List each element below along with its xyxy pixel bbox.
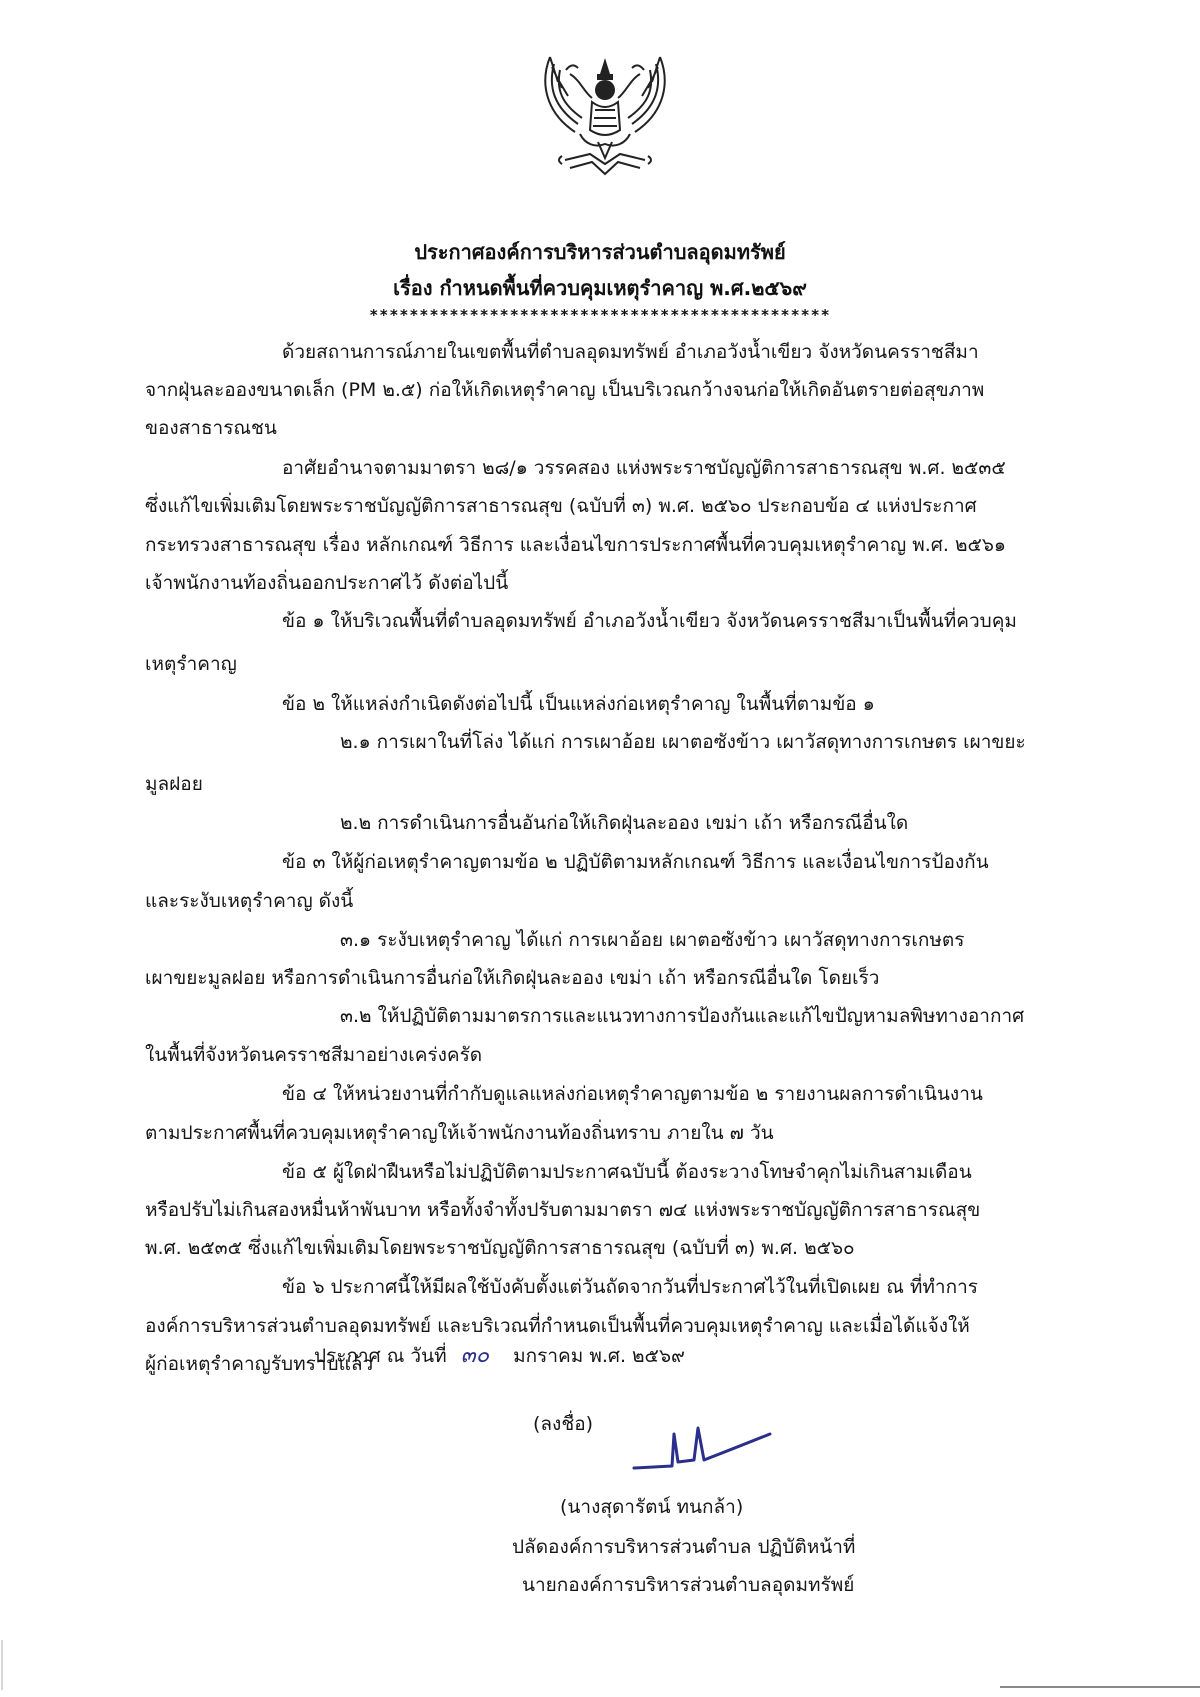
- clause-1: ข้อ ๑ ให้บริเวณพื้นที่ตำบลอุดมทรัพย์ อำเภอวังน้ำเขียว จังหวัดนครราชสีมาเป็นพื้นที่ควบคุม: [282, 610, 1017, 632]
- body-line: กระทรวงสาธารณสุข เรื่อง หลักเกณฑ์ วิธีการ และเงื่อนไขการประกาศพื้นที่ควบคุมเหตุรำคาญ พ.ศ. ๒๕๖๑: [145, 534, 1006, 556]
- body-line: เหตุรำคาญ: [145, 653, 237, 675]
- body-line: และระงับเหตุรำคาญ ดังนี้: [145, 890, 354, 912]
- body-line: พ.ศ. ๒๕๓๕ ซึ่งแก้ไขเพิ่มเติมโดยพระราชบัญญัติการสาธารณสุข (ฉบับที่ ๓) พ.ศ. ๒๕๖๐: [145, 1237, 855, 1259]
- body-line: อาศัยอำนาจตามมาตรา ๒๘/๑ วรรคสอง แห่งพระราชบัญญัติการสาธารณสุข พ.ศ. ๒๕๓๕: [282, 457, 1006, 479]
- body-line: ตามประกาศพื้นที่ควบคุมเหตุรำคาญให้เจ้าพนักงานท้องถิ่นทราบ ภายใน ๗ วัน: [145, 1122, 774, 1144]
- signer-name: (นางสุดารัตน์ ทนกล้า): [560, 1496, 744, 1518]
- separator-line: **********************************************: [369, 306, 831, 324]
- clause-3-1: ๓.๑ ระงับเหตุรำคาญ ได้แก่ การเผาอ้อย เผาตอซังข้าว เผาวัสดุทางการเกษตร: [340, 929, 965, 951]
- date-suffix: มกราคม พ.ศ. ๒๕๖๙: [513, 1345, 685, 1367]
- body-line: ผู้ก่อเหตุรำคาญรับทราบแล้ว: [145, 1353, 374, 1375]
- scan-edge-left: [1, 1640, 3, 1690]
- clause-2-1: ๒.๑ การเผาในที่โล่ง ได้แก่ การเผาอ้อย เผาตอซังข้าว เผาวัสดุทางการเกษตร เผาขยะ: [340, 731, 1026, 753]
- clause-2-2: ๒.๒ การดำเนินการอื่นอันก่อให้เกิดฝุ่นละออง เขม่า เถ้า หรือกรณีอื่นใด: [340, 812, 909, 834]
- date-prefix: ประกาศ ณ วันที่: [314, 1345, 447, 1367]
- clause-5: ข้อ ๕ ผู้ใดฝ่าฝืนหรือไม่ปฏิบัติตามประกาศฉบับนี้ ต้องระวางโทษจำคุกไม่เกินสามเดือน: [282, 1161, 972, 1183]
- date-line: [314, 1344, 685, 1368]
- signature-scribble-icon: [630, 1420, 780, 1480]
- clause-3-2: ๓.๒ ให้ปฏิบัติตามมาตรการและแนวทางการป้องกันและแก้ไขปัญหามลพิษทางอากาศ: [340, 1005, 1025, 1027]
- clause-6: ข้อ ๖ ประกาศนี้ให้มีผลใช้บังคับตั้งแต่วันถัดจากวันที่ประกาศไว้ในที่เปิดเผย ณ ที่ทำการ: [282, 1276, 978, 1298]
- body-line: มูลฝอย: [145, 773, 203, 795]
- body-line: หรือปรับไม่เกินสองหมื่นห้าพันบาท หรือทั้งจำทั้งปรับตามมาตรา ๗๔ แห่งพระราชบัญญัติการสาธารณสุข: [145, 1199, 981, 1221]
- clause-2: ข้อ ๒ ให้แหล่งกำเนิดดังต่อไปนี้ เป็นแหล่งก่อเหตุรำคาญ ในพื้นที่ตามข้อ ๑: [282, 693, 875, 715]
- body-line: ซึ่งแก้ไขเพิ่มเติมโดยพระราชบัญญัติการสาธารณสุข (ฉบับที่ ๓) พ.ศ. ๒๕๖๐ ประกอบข้อ ๔ แห่งประกาศ: [145, 495, 977, 517]
- garuda-emblem-icon: [540, 52, 670, 182]
- signer-position: ปลัดองค์การบริหารส่วนตำบล ปฏิบัติหน้าที่: [512, 1536, 856, 1558]
- body-line: เผาขยะมูลฝอย หรือการดำเนินการอื่นก่อให้เกิดฝุ่นละออง เขม่า เถ้า หรือกรณีอื่นใด โดยเร็ว: [145, 967, 880, 989]
- clause-4: ข้อ ๔ ให้หน่วยงานที่กำกับดูแลแหล่งก่อเหตุรำคาญตามข้อ ๒ รายงานผลการดำเนินงาน: [282, 1083, 983, 1105]
- announcement-title: ประกาศองค์การบริหารส่วนตำบลอุดมทรัพย์: [414, 240, 786, 264]
- scan-edge-bottom: [1000, 1686, 1200, 1688]
- clause-3: ข้อ ๓ ให้ผู้ก่อเหตุรำคาญตามข้อ ๒ ปฏิบัติตามหลักเกณฑ์ วิธีการ และเงื่อนไขการป้องกัน: [282, 851, 989, 873]
- body-line: ในพื้นที่จังหวัดนครราชสีมาอย่างเคร่งครัด: [145, 1044, 483, 1066]
- sign-label: (ลงชื่อ): [533, 1413, 594, 1435]
- body-line: ด้วยสถานการณ์ภายในเขตพื้นที่ตำบลอุดมทรัพย์ อำเภอวังน้ำเขียว จังหวัดนครราชสีมา: [282, 341, 979, 363]
- body-line: ของสาธารณชน: [145, 417, 277, 439]
- body-line: องค์การบริหารส่วนตำบลอุดมทรัพย์ และบริเวณที่กำหนดเป็นพื้นที่ควบคุมเหตุรำคาญ และเมื่อได้แจ้งให้: [145, 1315, 970, 1337]
- signer-acting-position: นายกองค์การบริหารส่วนตำบลอุดมทรัพย์: [522, 1574, 855, 1596]
- handwritten-day: ๓๐: [460, 1343, 490, 1368]
- announcement-subject: เรื่อง กำหนดพื้นที่ควบคุมเหตุรำคาญ พ.ศ.๒๕๖๙: [393, 276, 807, 300]
- body-line: จากฝุ่นละอองขนาดเล็ก (PM ๒.๕) ก่อให้เกิดเหตุรำคาญ เป็นบริเวณกว้างจนก่อให้เกิดอันตรายต่อสุขภาพ: [145, 379, 985, 401]
- body-line: เจ้าพนักงานท้องถิ่นออกประกาศไว้ ดังต่อไปนี้: [145, 572, 509, 594]
